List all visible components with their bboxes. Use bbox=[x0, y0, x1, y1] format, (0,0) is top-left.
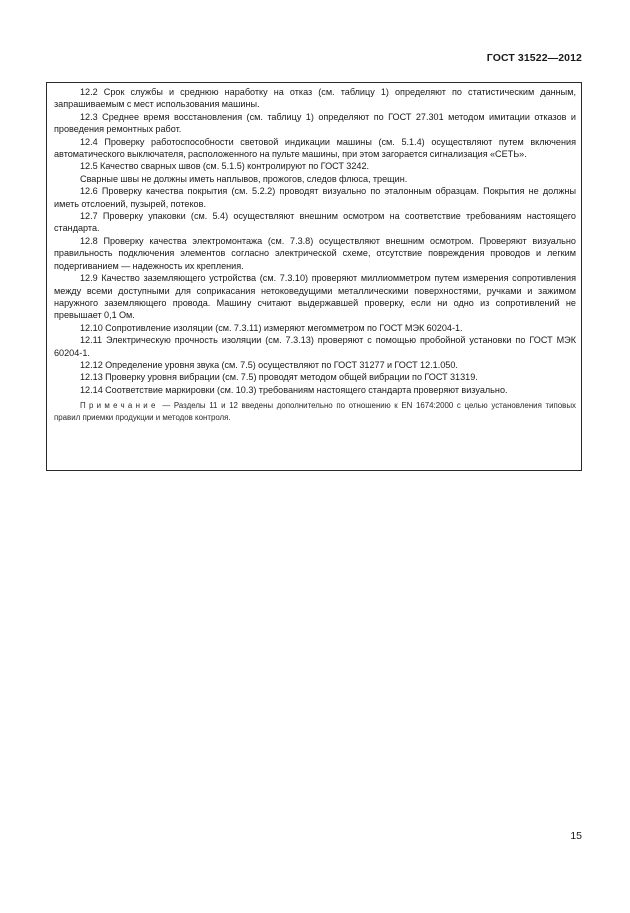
paragraph-12-5-welds: Сварные швы не должны иметь наплывов, прожогов, следов флюса, трещин. bbox=[80, 173, 408, 184]
paragraph-12-11: 12.11 Электрическую прочность изоляции (см. 7.3.13) проверяют с помощью пробойной установки по ГОСТ МЭК 60204-1. bbox=[54, 335, 576, 358]
paragraph-12-14: 12.14 Соответствие маркировки (см. 10.3) требованиям настоящего стандарта проверяют визуально. bbox=[80, 384, 508, 395]
paragraph-12-5: 12.5 Качество сварных швов (см. 5.1.5) контролируют по ГОСТ 3242. bbox=[80, 161, 370, 172]
note bbox=[54, 400, 576, 424]
paragraph-12-13: 12.13 Проверку уровня вибрации (см. 7.5) проводят методом общей вибрации по ГОСТ 31319. bbox=[80, 372, 478, 383]
paragraph-12-7: 12.7 Проверку упаковки (см. 5.4) осуществляют внешним осмотром на соответствие требованиям настоящего стандарта. bbox=[54, 211, 576, 234]
content-frame bbox=[46, 82, 582, 471]
page-number: 15 bbox=[570, 830, 582, 842]
paragraph-12-8: 12.8 Проверку качества электромонтажа (см. 7.3.8) осуществляют внешним осмотром. Проверяют визуально правильность подключения элементов согласно электрической схеме, отсутствие повреждения проводов и легким подергиванием — надежность их крепления. bbox=[54, 235, 576, 271]
note-text: — Разделы 11 и 12 введены дополнительно по отношению к EN 1674:2000 с целью установления типовых правил приемки продукции и методов контроля. bbox=[54, 401, 576, 423]
standard-designation: ГОСТ 31522—2012 bbox=[486, 52, 582, 64]
paragraph-12-3: 12.3 Среднее время восстановления (см. таблицу 1) определяют по ГОСТ 27.301 методом имитации отказов и проведения ремонтных работ. bbox=[54, 111, 576, 135]
paragraph-12-2: 12.2 Срок службы и среднюю наработку на отказ (см. таблицу 1) определяют по статистическим данным, запрашиваемым с мест использования машины. bbox=[54, 87, 576, 110]
page-header bbox=[487, 52, 582, 64]
paragraph-12-9: 12.9 Качество заземляющего устройства (см. 7.3.10) проверяют миллиомметром путем измерения сопротивления между всеми доступными для соприкасания нетоковедущими металлическими поверхностями, ручками и зажимом наружного заземляющего провода. Машину считают выдержавшей проверку, если ни одно из сопротивлений не превышает 0,1 Ом. bbox=[54, 273, 576, 321]
paragraph-12-12: 12.12 Определение уровня звука (см. 7.5) осуществляют по ГОСТ 31277 и ГОСТ 12.1.050. bbox=[80, 359, 458, 370]
paragraph-12-10: 12.10 Сопротивление изоляции (см. 7.3.11) измеряют мегомметром по ГОСТ МЭК 60204-1. bbox=[80, 322, 463, 333]
paragraph-12-4: 12.4 Проверку работоспособности световой индикации машины (см. 5.1.4) осуществляют путем включения автоматического выключателя, расположенного на пульте машины, при этом загорается сигнализация «СЕТЬ». bbox=[54, 136, 576, 160]
note-label: Примечание bbox=[80, 401, 159, 411]
paragraph-12-6: 12.6 Проверку качества покрытия (см. 5.2.2) проводят визуально по эталонным образцам. Покрытия не должны иметь отслоений, пузырей, потеков. bbox=[54, 186, 576, 209]
